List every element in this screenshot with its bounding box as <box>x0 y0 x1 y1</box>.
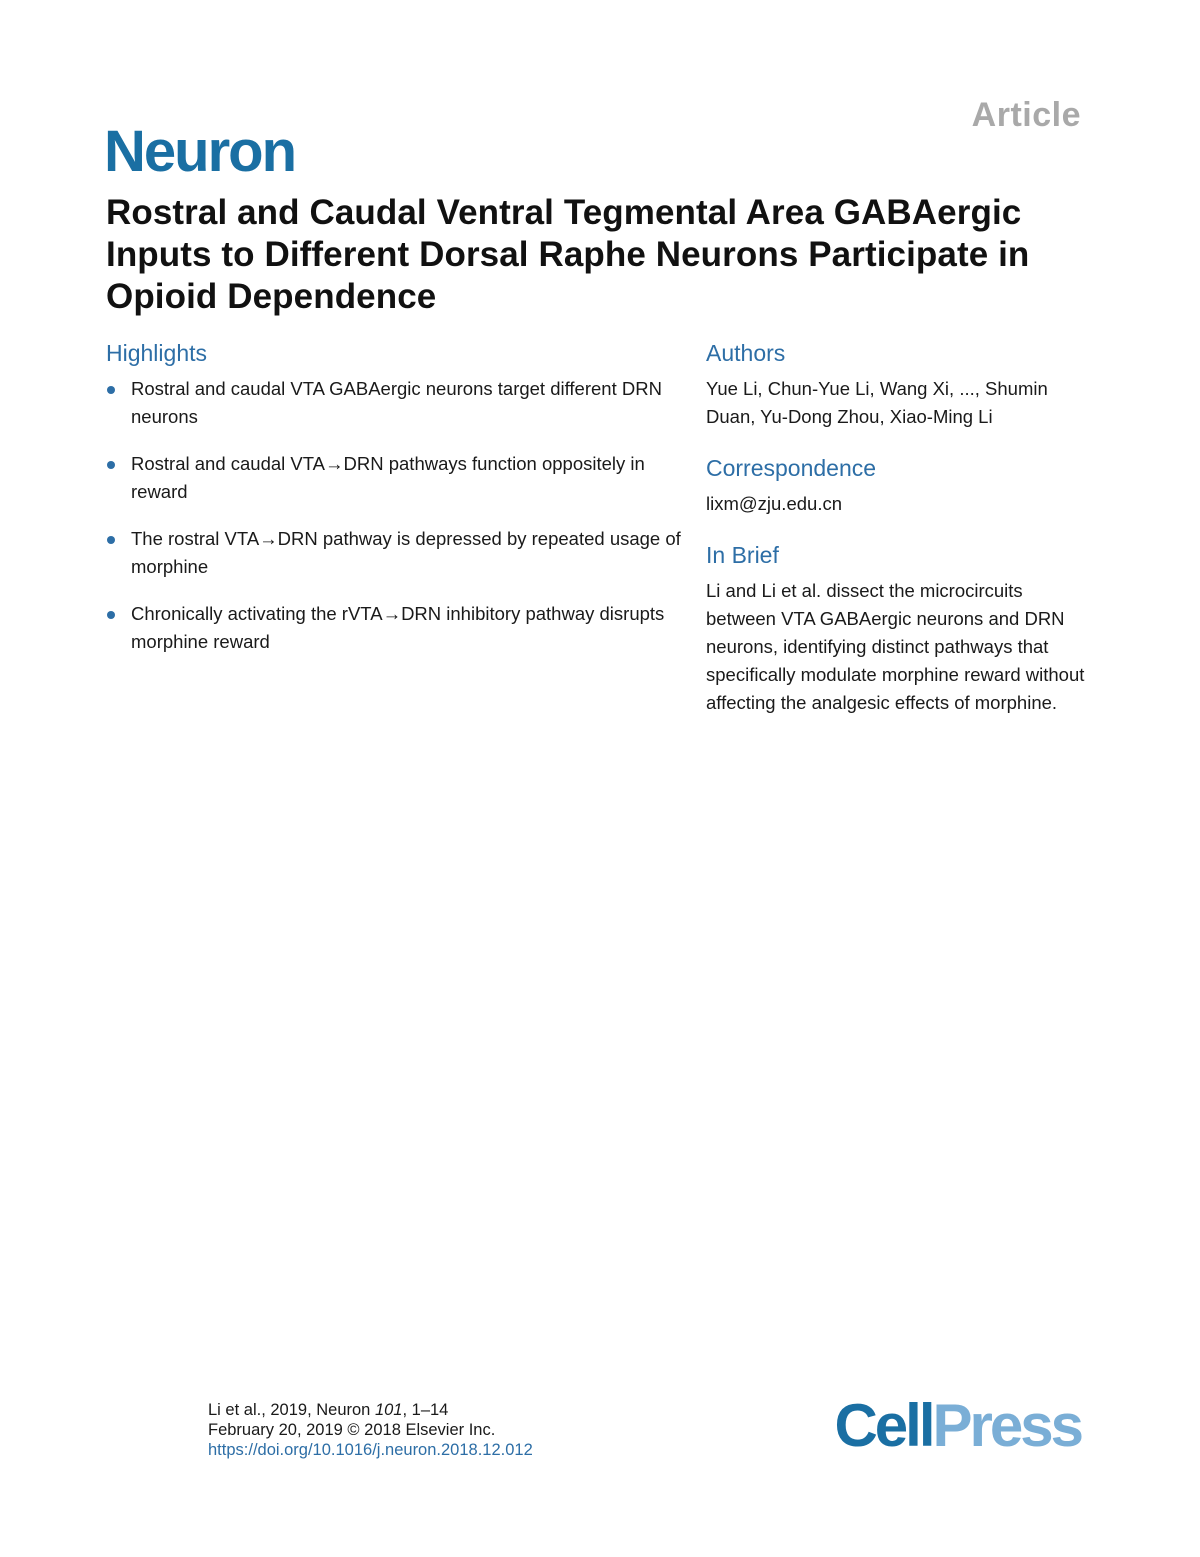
highlights-section <box>106 340 691 675</box>
logo-cell: Cell <box>834 1392 933 1459</box>
highlight-item <box>106 600 691 656</box>
authors-section <box>706 340 1096 431</box>
highlight-text: Rostral and caudal VTA→DRN pathways function oppositely in reward <box>131 453 645 502</box>
highlight-item <box>106 450 691 506</box>
bullet-icon <box>107 461 115 469</box>
in-brief-heading: In Brief <box>706 542 779 568</box>
cellpress-logo <box>834 1392 1081 1459</box>
citation-journal: Li et al., 2019, Neuron <box>208 1401 375 1419</box>
highlight-text: Chronically activating the rVTA→DRN inhibitory pathway disrupts morphine reward <box>131 603 665 652</box>
in-brief-section <box>706 542 1096 717</box>
correspondence-email[interactable]: lixm@zju.edu.cn <box>706 493 842 514</box>
journal-logo: Neuron <box>104 119 295 184</box>
paper-title: Rostral and Caudal Ventral Tegmental Area GABAergic Inputs to Different Dorsal Raphe Neurons Participate in Opioid Dependence <box>106 193 1030 316</box>
citation-block <box>208 1400 533 1460</box>
citation-pages: , 1–14 <box>402 1401 449 1419</box>
highlights-heading: Highlights <box>106 340 207 366</box>
citation-line-1 <box>208 1400 533 1420</box>
highlight-item <box>106 525 691 581</box>
citation-date: February 20, 2019 © 2018 Elsevier Inc. <box>208 1421 496 1439</box>
authors-list: Yue Li, Chun-Yue Li, Wang Xi, ..., Shumin Duan, Yu-Dong Zhou, Xiao-Ming Li <box>706 378 1048 427</box>
authors-heading: Authors <box>706 340 786 366</box>
logo-press: Press <box>932 1392 1081 1459</box>
highlight-text: The rostral VTA→DRN pathway is depressed by repeated usage of morphine <box>131 528 681 577</box>
summary-sidebar <box>706 340 1096 741</box>
article-type-label: Article <box>971 96 1081 134</box>
bullet-icon <box>107 536 115 544</box>
doi-link[interactable]: https://doi.org/10.1016/j.neuron.2018.12.012 <box>208 1441 533 1459</box>
highlights-list <box>106 375 691 656</box>
correspondence-heading: Correspondence <box>706 455 877 481</box>
citation-volume: 101 <box>374 1401 403 1419</box>
in-brief-text: Li and Li et al. dissect the microcircuits between VTA GABAergic neurons and DRN neurons, identifying distinct pathways that specifically modulate morphine reward without affecting the analgesic effects of morphine. <box>706 580 1085 713</box>
bullet-icon <box>107 611 115 619</box>
highlight-item <box>106 375 691 431</box>
correspondence-section <box>706 455 1096 518</box>
highlight-text: Rostral and caudal VTA GABAergic neurons target different DRN neurons <box>131 378 662 427</box>
bullet-icon <box>107 386 115 394</box>
